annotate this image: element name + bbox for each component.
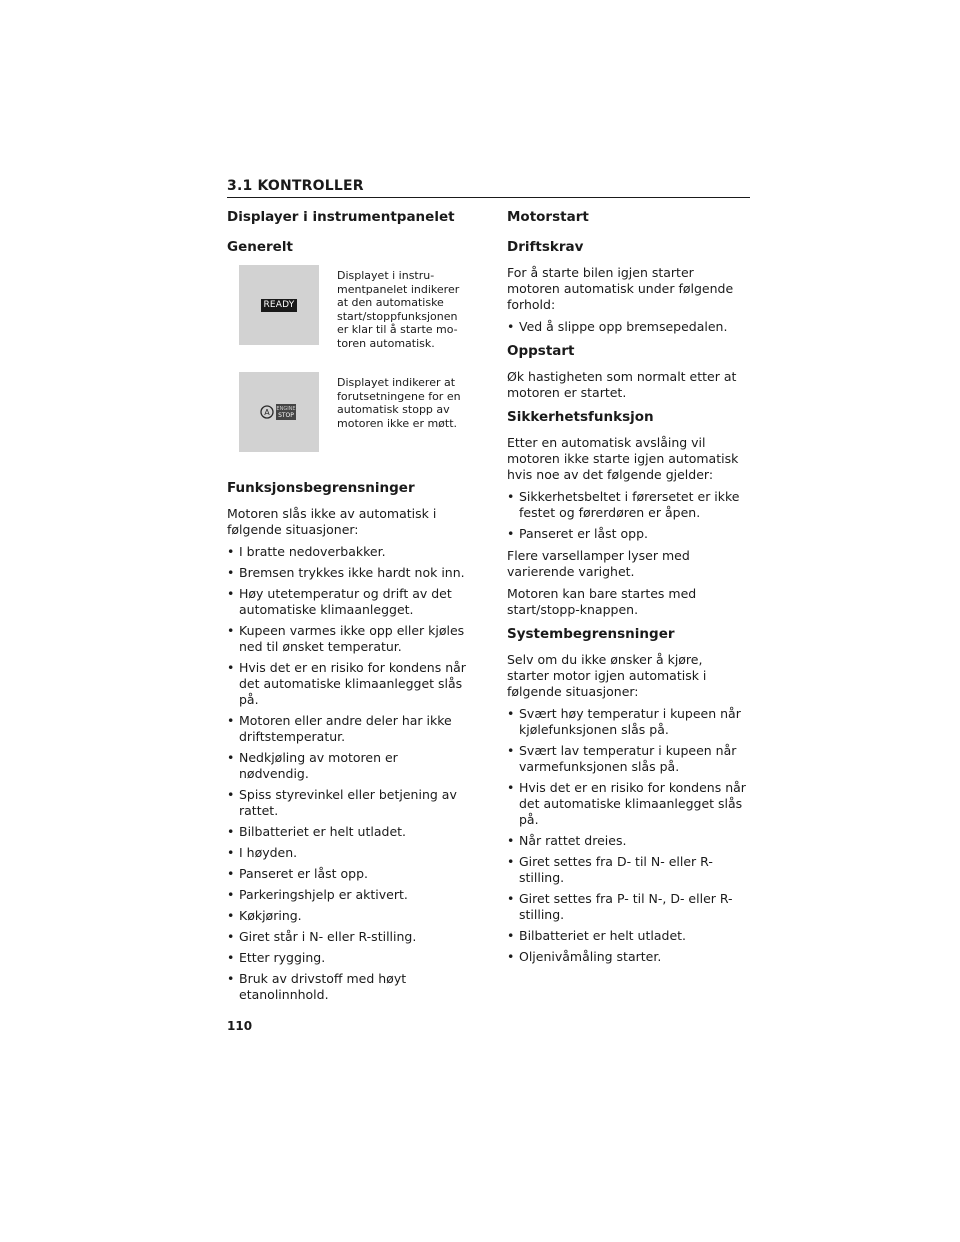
list-item: • Når rattet dreies. — [507, 833, 747, 849]
limits-list — [227, 544, 467, 1003]
list-item: • Giret står i N- eller R-stilling. — [227, 929, 467, 945]
list-item: • Kupeen varmes ikke opp eller kjøles ned til ønsket temperatur. — [227, 623, 467, 655]
list-item: • Giret settes fra D- til N- eller R-stilling. — [507, 854, 747, 886]
safety-text: Etter en automatisk avslåing vil motoren ikke starte igjen automatisk hvis noe av det følgende gjelder: — [507, 435, 739, 482]
page-number: 110 — [227, 1019, 253, 1033]
limits-heading: Funksjonsbegrensninger — [227, 480, 415, 496]
list-item: • Svært lav temperatur i kupeen når varmefunksjonen slås på. — [507, 743, 747, 775]
indicator-ready-row — [227, 265, 467, 350]
list-item: • Hvis det er en risiko for kondens når det automatiske klimaanlegget slås på. — [227, 660, 467, 708]
list-item: • Panseret er låst opp. — [507, 526, 747, 542]
left-subheading: Generelt — [227, 239, 293, 255]
list-item: • Køkjøring. — [227, 908, 467, 924]
safety-note-1: Flere varsellamper lyser med varierende varighet. — [507, 548, 690, 579]
list-item: • Svært høy temperatur i kupeen når kjølefunksjonen slås på. — [507, 706, 747, 738]
ready-indicator-label: READY — [263, 299, 295, 310]
list-item: • Bilbatteriet er helt utladet. — [227, 824, 467, 840]
list-item: • Nedkjøling av motoren er nødvendig. — [227, 750, 467, 782]
list-item: • I bratte nedoverbakker. — [227, 544, 467, 560]
safety-note-2: Motoren kan bare startes med start/stopp-knappen. — [507, 586, 697, 617]
list-item: • Hvis det er en risiko for kondens når det automatiske klimaanlegget slås på. — [507, 780, 747, 828]
requirements-heading: Driftskrav — [507, 239, 584, 255]
list-item: • Etter rygging. — [227, 950, 467, 966]
left-heading: Displayer i instrumentpanelet — [227, 209, 455, 225]
list-item: • I høyden. — [227, 845, 467, 861]
auto-stop-icon — [259, 400, 299, 424]
list-item: • Motoren eller andre deler har ikke driftstemperatur. — [227, 713, 467, 745]
list-item: • Parkeringshjelp er aktivert. — [227, 887, 467, 903]
list-item: • Spiss styrevinkel eller betjening av rattet. — [227, 787, 467, 819]
right-column — [507, 207, 747, 971]
section-header: 3.1 KONTROLLER — [227, 178, 750, 198]
list-item: • Bremsen trykkes ikke hardt nok inn. — [227, 565, 467, 581]
indicator-stop-row — [227, 372, 467, 452]
limits-intro: Motoren slås ikke av automatisk i følgende situasjoner: — [227, 506, 437, 537]
left-column — [227, 207, 467, 1009]
list-item: • Sikkerhetsbeltet i førersetet er ikke festet og førerdøren er åpen. — [507, 489, 747, 521]
indicator-ready-text: Displayet i instru- mentpanelet indikerer at den automatiske start/stoppfunksjonen er klar til å starte mo- toren automatisk. — [337, 269, 460, 350]
requirements-text: For å starte bilen igjen starter motoren automatisk under følgende forhold: — [507, 265, 734, 312]
right-heading: Motorstart — [507, 209, 589, 225]
list-item: • Bruk av drivstoff med høyt etanolinnhold. — [227, 971, 467, 1003]
indicator-stop-text: Displayet indikerer at forutsetningene for en automatisk stopp av motoren ikke er møtt. — [337, 376, 461, 430]
system-limits-text: Selv om du ikke ønsker å kjøre, starter motor igjen automatisk i følgende situasjoner: — [507, 652, 707, 699]
system-limits-heading: Systembegrensninger — [507, 626, 675, 642]
safety-heading: Sikkerhetsfunksjon — [507, 409, 654, 425]
startup-heading: Oppstart — [507, 343, 575, 359]
safety-list — [507, 489, 747, 542]
list-item: • Bilbatteriet er helt utladet. — [507, 928, 747, 944]
start-stop-unavailable-indicator-icon — [239, 372, 319, 452]
svg-text:STOP: STOP — [278, 412, 294, 419]
list-item: • Oljenivåmåling starter. — [507, 949, 747, 965]
requirements-list — [507, 319, 747, 335]
startup-text: Øk hastigheten som normalt etter at motoren er startet. — [507, 369, 737, 400]
list-item: • Ved å slippe opp bremsepedalen. — [507, 319, 747, 335]
list-item: • Giret settes fra P- til N-, D- eller R-stilling. — [507, 891, 747, 923]
svg-text:ENGINE: ENGINE — [276, 406, 296, 412]
list-item: • Høy utetemperatur og drift av det automatiske klimaanlegget. — [227, 586, 467, 618]
ready-indicator-icon — [239, 265, 319, 345]
svg-text:A: A — [264, 408, 270, 417]
system-limits-list — [507, 706, 747, 965]
list-item: • Panseret er låst opp. — [227, 866, 467, 882]
